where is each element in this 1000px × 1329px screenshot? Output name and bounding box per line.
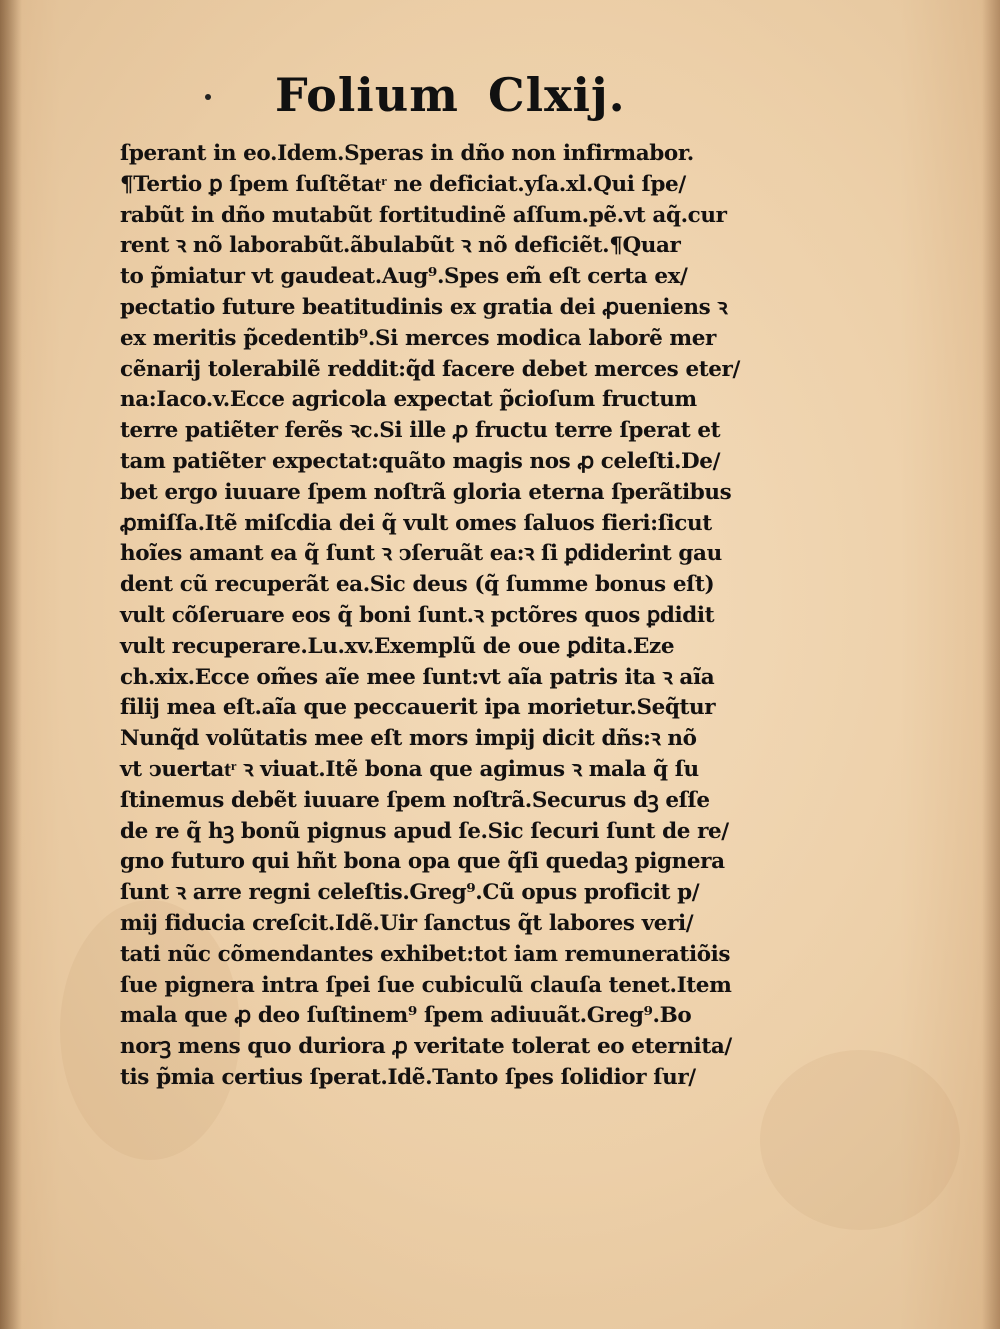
text-line: dent cũ recuperãt ea.Sic deus (q̃ ſumme bonus eſt) [120,572,715,598]
folio-number: Clxij. [488,68,626,122]
text-line: vult cõſeruare eos q̃ boni ſunt.ꝛ pctõres quos ꝑdidit [120,602,715,628]
text-line: hoĩes amant ea q̃ ſunt ꝛ ↄſeruãt ea:ꝛ ſi ꝑdiderint gau [120,541,722,567]
header-dot [205,94,211,100]
text-line: vt ↄuertatͬ ꝛ viuat.Itẽ bona que agimus ꝛ mala q̃ ſu [120,756,699,782]
text-line: ¶Tertio ꝑ ſpem ſuſtẽtatͬ ne deficiat.yſa.xl.Qui ſpe/ [120,171,686,197]
text-line: de re q̃ hꝫ bonũ pignus apud ſe.Sic ſecuri ſunt de re/ [120,818,729,844]
text-line: ſperant in eo.Idem.Speras in dño non infirmabor. [120,141,694,166]
text-line: ch.xix.Ecce om̃es aĩe mee ſunt:vt aĩa patris ita ꝛ aĩa [120,664,715,690]
page-edge-shadow [982,0,1000,1329]
binding-shadow [0,0,22,1329]
text-line: ſtinemus debẽt iuuare ſpem noſtrã.Securus dꝫ eſſe [120,787,710,813]
text-line: gno futuro qui hñt bona opa que q̃ſi quedaꝫ pignera [120,849,725,875]
text-line: ꝓmiſſa.Itẽ miſcdia dei q̃ vult omes ſaluos fieri:ſicut [120,510,712,536]
text-line: bet ergo iuuare ſpem noſtrã gloria eterna ſperãtibus [120,479,732,505]
text-line: to p̃miatur vt gaudeat.Aug⁹.Spes em̃ eſt certa ex/ [120,264,688,290]
text-line: tati nũc cõmendantes exhibet:tot iam remuneratiõis [120,941,731,967]
text-line: terre patiẽter ferẽs ꝛc.Si ille ꝓ fructu terre ſperat et [120,418,721,444]
text-line: filij mea eſt.aĩa que peccauerit ipa morietur.Seq̃tur [120,695,716,721]
text-line: mala que ꝓ deo ſuſtinem⁹ ſpem adiuuãt.Greg⁹.Bo [120,1003,692,1029]
text-line: vult recuperare.Lu.xv.Exemplũ de oue ꝑdita.Eze [120,633,675,659]
text-line: tam patiẽter expectat:quãto magis nos ꝓ celeſti.De/ [120,448,721,474]
text-line: mij fiducia creſcit.Idẽ.Uir ſanctus q̃t labores veri/ [120,910,694,936]
folium-label: Folium [275,68,459,122]
text-line: cẽnarij tolerabilẽ reddit:q̃d facere debet merces eter/ [120,356,740,382]
text-line: ex meritis p̃cedentib⁹.Si merces modica laborẽ mer [120,325,716,351]
text-line: pectatio future beatitudinis ex gratia dei ꝓueniens ꝛ [120,294,728,320]
text-line: ſue pignera intra ſpei ſue cubiculũ clauſa tenet.Item [120,972,732,998]
body-text [120,139,800,1094]
text-line: rent ꝛ nõ laborabũt.ãbulabũt ꝛ nõ deficiẽt.¶Quar [120,233,681,259]
text-line: norꝫ mens quo duriora ꝓ veritate tolerat eo eternita/ [120,1034,732,1060]
text-line: na:Iaco.v.Ecce agricola expectat p̃cioſum fructum [120,387,697,413]
text-line: tis p̃mia certius ſperat.Idẽ.Tanto ſpes ſolidior ſur/ [120,1064,696,1090]
text-line: Nunq̃d volũtatis mee eſt mors impij dicit dñs:ꝛ nõ [120,726,697,752]
text-line: rabũt in dño mutabũt fortitudinẽ aſſum.pẽ.vt aq̃.cur [120,202,727,228]
page-header [0,60,1000,140]
text-line: ſunt ꝛ arre regni celeſtis.Greg⁹.Cũ opus proficit p/ [120,880,700,906]
